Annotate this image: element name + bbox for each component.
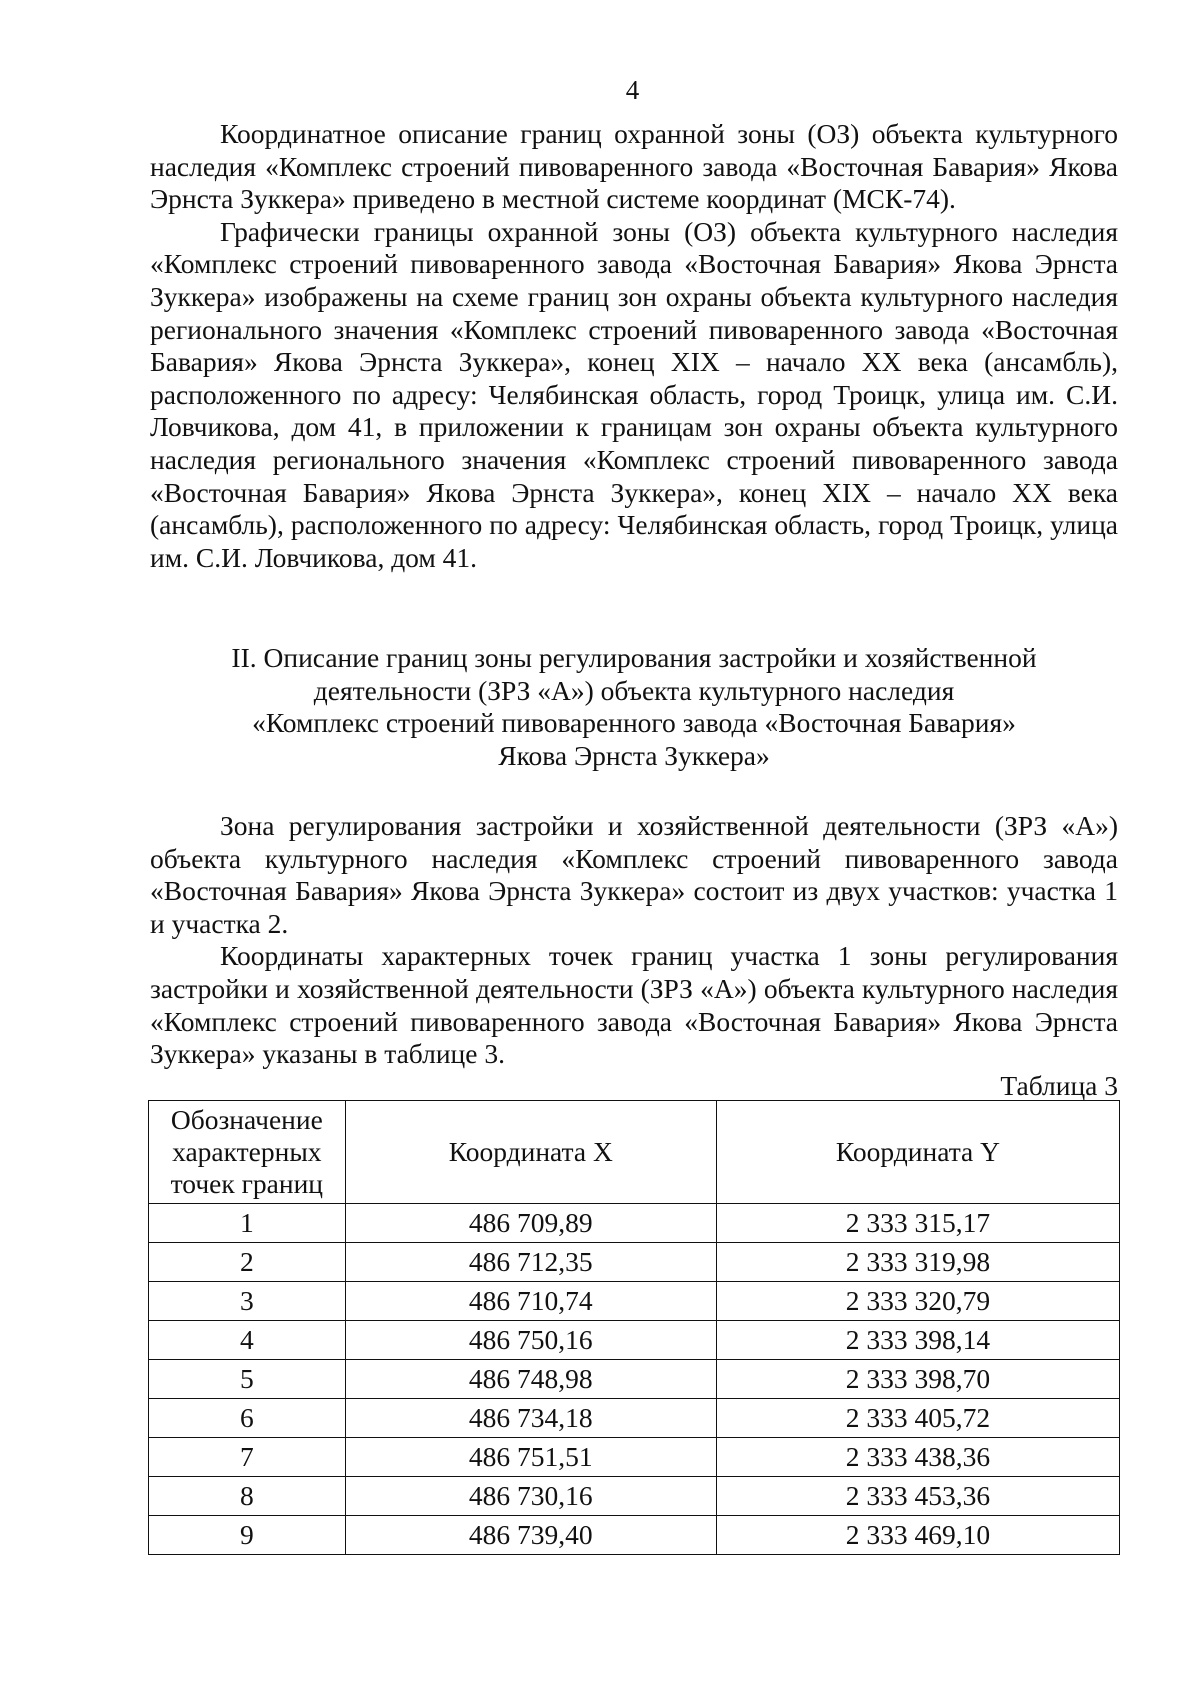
section-heading-line: деятельности (ЗРЗ «А») объекта культурного наследия — [313, 674, 955, 706]
cell-y: 2 333 438,36 — [716, 1438, 1119, 1477]
header-point-line: точек границ — [170, 1168, 324, 1199]
cell-x: 486 748,98 — [345, 1360, 716, 1399]
cell-x: 486 712,35 — [345, 1243, 716, 1282]
cell-y: 2 333 320,79 — [716, 1282, 1119, 1321]
cell-x: 486 710,74 — [345, 1282, 716, 1321]
cell-point: 8 — [149, 1477, 346, 1516]
header-point-designation — [149, 1101, 346, 1204]
table-row — [149, 1438, 1120, 1477]
section-heading-line: «Комплекс строений пивоваренного завода «Восточная Бавария» — [252, 707, 1016, 739]
intro-paragraphs — [150, 118, 1118, 574]
cell-point: 4 — [149, 1321, 346, 1360]
paragraph-table-reference: Координаты характерных точек границ участка 1 зоны регулирования застройки и хозяйственной деятельности (ЗРЗ «А») объекта культурного наследия «Комплекс строений пивоваренного завода «Восточная Бавария» Якова Эрнста Зуккера» указаны в таблице 3. — [150, 940, 1118, 1070]
cell-y: 2 333 398,70 — [716, 1360, 1119, 1399]
cell-point: 7 — [149, 1438, 346, 1477]
table-caption: Таблица 3 — [1000, 1070, 1118, 1101]
table-row — [149, 1477, 1120, 1516]
coordinates-table — [148, 1100, 1120, 1555]
table-row — [149, 1243, 1120, 1282]
table-row — [149, 1360, 1120, 1399]
cell-point: 1 — [149, 1204, 346, 1243]
cell-point: 9 — [149, 1516, 346, 1555]
cell-point: 2 — [149, 1243, 346, 1282]
table-header-row — [149, 1101, 1120, 1204]
header-point-line: характерных — [172, 1136, 322, 1167]
page-number: 4 — [625, 75, 640, 105]
paragraph-graphic-boundaries: Графически границы охранной зоны (ОЗ) объекта культурного наследия «Комплекс строений пивоваренного завода «Восточная Бавария» Якова Эрнста Зуккера» изображены на схеме границ зон охраны объекта культурного наследия регионального значения «Комплекс строений пивоваренного завода «Восточная Бавария» Якова Эрнста Зуккера», конец XIX – начало XX века (ансамбль), расположенного по адресу: Челябинская область, город Троицк, улица им. С.И. Ловчикова, дом 41, в приложении к границам зон охраны объекта культурного наследия регионального значения «Комплекс строений пивоваренного завода «Восточная Бавария» Якова Эрнста Зуккера», конец XIX – начало XX века (ансамбль), расположенного по адресу: Челябинская область, город Троицк, улица им. С.И. Ловчикова, дом 41. — [150, 215, 1118, 573]
cell-x: 486 709,89 — [345, 1204, 716, 1243]
cell-point: 6 — [149, 1399, 346, 1438]
cell-point: 3 — [149, 1282, 346, 1321]
section-heading-line: II. Описание границ зоны регулирования застройки и хозяйственной — [231, 642, 1037, 673]
zone-paragraphs — [150, 810, 1118, 1071]
table-row — [149, 1399, 1120, 1438]
cell-y: 2 333 315,17 — [716, 1204, 1119, 1243]
cell-y: 2 333 469,10 — [716, 1516, 1119, 1555]
cell-x: 486 730,16 — [345, 1477, 716, 1516]
section-heading-line: Якова Эрнста Зуккера» — [498, 739, 770, 771]
cell-x: 486 739,40 — [345, 1516, 716, 1555]
cell-y: 2 333 453,36 — [716, 1477, 1119, 1516]
cell-y: 2 333 405,72 — [716, 1399, 1119, 1438]
header-coordinate-x: Координата X — [345, 1101, 716, 1204]
cell-x: 486 750,16 — [345, 1321, 716, 1360]
cell-y: 2 333 398,14 — [716, 1321, 1119, 1360]
paragraph-coordinate-description: Координатное описание границ охранной зоны (ОЗ) объекта культурного наследия «Комплекс строений пивоваренного завода «Восточная Бавария» Якова Эрнста Зуккера» приведено в местной системе координат (МСК-74). — [150, 118, 1118, 215]
paragraph-zone-composition: Зона регулирования застройки и хозяйственной деятельности (ЗРЗ «А») объекта культурного наследия «Комплекс строений пивоваренного завода «Восточная Бавария» Якова Эрнста Зуккера» состоит из двух участков: участка 1 и участка 2. — [150, 810, 1118, 939]
table-row — [149, 1204, 1120, 1243]
cell-y: 2 333 319,98 — [716, 1243, 1119, 1282]
header-coordinate-y: Координата Y — [716, 1101, 1119, 1204]
cell-x: 486 734,18 — [345, 1399, 716, 1438]
table-row — [149, 1282, 1120, 1321]
cell-x: 486 751,51 — [345, 1438, 716, 1477]
table-row — [149, 1516, 1120, 1555]
cell-point: 5 — [149, 1360, 346, 1399]
section-heading — [150, 642, 1118, 772]
header-point-line: Обозначение — [170, 1104, 323, 1135]
table-row — [149, 1321, 1120, 1360]
